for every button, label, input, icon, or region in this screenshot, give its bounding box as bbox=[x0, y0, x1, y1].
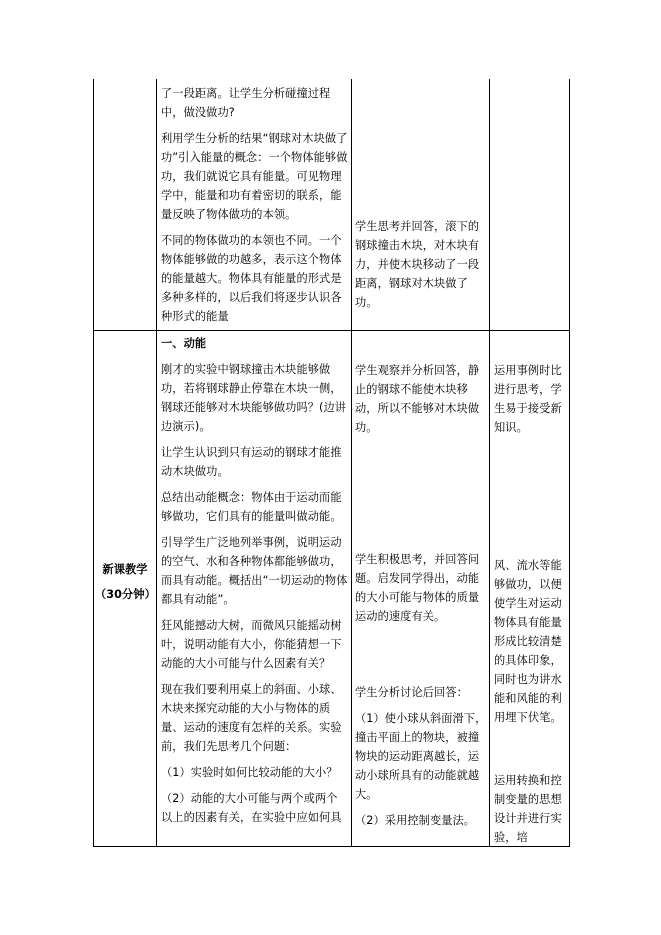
row2-notes-cell-3 bbox=[494, 771, 567, 854]
paragraph: 风、流水等能够做功，以便使学生对运动物体具有能量形成比较清楚的具体印象，同时也为讲水能和风能的利用埋下伏笔。 bbox=[494, 559, 562, 724]
section-heading: 一、动能 bbox=[161, 337, 207, 350]
paragraph: （1）实验时如何比较动能的大小？ bbox=[161, 766, 338, 779]
table-border-left bbox=[93, 79, 94, 847]
stage-time: （30分钟） bbox=[95, 588, 156, 601]
paragraph: 引导学生广泛地列举事例，说明运动的空气、水和各种物体都能够做功，而具有动能。概括出“一切运动的物体都具有动能”。 bbox=[161, 536, 348, 606]
paragraph: 刚才的实验中钢球撞击木块能够做功，若将钢球静止停靠在木块一侧，钢球还能够对木块能够做功吗？(边讲边演示)。 bbox=[161, 363, 347, 433]
paragraph: 运用转换和控制变量的思想设计并进行实验，培 bbox=[494, 774, 562, 844]
row2-teacher-cell bbox=[161, 334, 348, 834]
table-border-right bbox=[569, 79, 570, 847]
row2-student-cell-2 bbox=[355, 550, 487, 633]
paragraph: （1）使小球从斜面滑下，撞击平面上的物块，被撞物块的运动距离越长，运动小球所具有的动能就越大。 bbox=[355, 712, 487, 801]
paragraph: 学生思考并回答，滚下的钢球撞击木块，对木块有力，并使木块移动了一段距离，钢球对木块做了功。 bbox=[355, 220, 480, 309]
paragraph: 让学生认识到只有运动的钢球才能推动木块做功。 bbox=[161, 446, 342, 478]
paragraph: 狂风能撼动大树，而微风只能摇动树叶，说明动能有大小，你能猜想一下动能的大小可能与什么因素有关？ bbox=[161, 619, 342, 670]
paragraph: 利用学生分析的结果“钢球对木块做了功”引入能量的概念：一个物体能够做功，我们就说它具有能量。可见物理学中，能量和功有着密切的联系，能量反映了物体做功的本领。 bbox=[161, 132, 348, 221]
paragraph: 现在我们要利用桌上的斜面、小球、木块来探究动能的大小与物体的质量、运动的速度有怎样的关系。实验前，我们先思考几个问题： bbox=[161, 683, 342, 753]
row2-student-cell-1 bbox=[355, 361, 487, 444]
table-divider-2 bbox=[351, 79, 352, 847]
paragraph: 运用事例时比进行思考，学生易于接受新知识。 bbox=[494, 364, 562, 434]
row2-notes-cell-2 bbox=[494, 556, 567, 734]
row2-notes-cell-1 bbox=[494, 361, 567, 444]
paragraph: 总结出动能概念：物体由于运动而能够做功，它们具有的能量叫做动能。 bbox=[161, 491, 342, 523]
table-divider-3 bbox=[489, 79, 490, 847]
paragraph: 学生积极思考，并回答问题。启发同学得出，动能的大小可能与物体的质量运动的速度有关。 bbox=[355, 553, 480, 623]
paragraph: （2）采用控制变量法。 bbox=[355, 814, 476, 827]
row1-student-cell bbox=[355, 217, 487, 319]
stage-title: 新课教学 bbox=[102, 563, 148, 576]
paragraph: 了一段距离。让学生分析碰撞过程中，做没做功? bbox=[161, 87, 331, 119]
paragraph: （2）动能的大小可能与两个或两个以上的因素有关，在实验中应如何具 bbox=[161, 792, 342, 824]
stage-label bbox=[95, 560, 155, 604]
paragraph: 学生观察并分析回答，静止的钢球不能使木块移动，所以不能够对木块做功。 bbox=[355, 364, 480, 434]
row2-student-cell-3 bbox=[355, 683, 487, 837]
row1-teacher-cell bbox=[161, 84, 348, 333]
paragraph: 不同的物体做功的本领也不同。一个物体能够做的功越多，表示这个物体的能量越大。物体具有能量的形式是多种多样的，以后我们将逐步认识各种形式的能量 bbox=[161, 234, 342, 323]
table-divider-1 bbox=[156, 79, 157, 847]
paragraph: 学生分析讨论后回答： bbox=[355, 686, 468, 699]
